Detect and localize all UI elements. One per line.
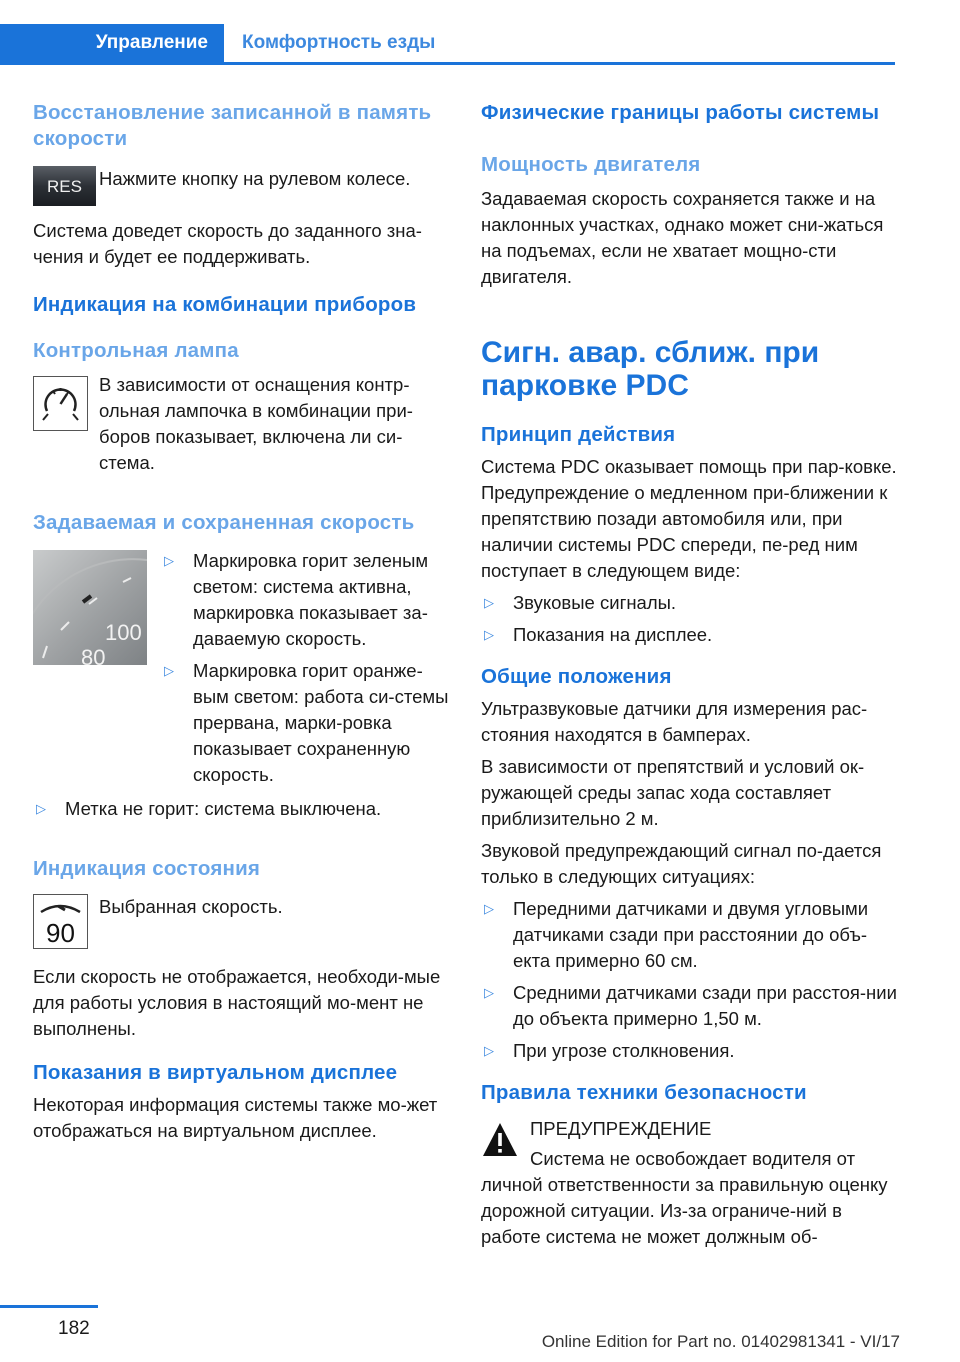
gauge-number-100: 100 [105,620,142,645]
gauge-number-80: 80 [81,645,106,665]
triangle-bullet-icon: ▷ [484,985,494,1000]
edition-note: Online Edition for Part no. 01402981341 - VI/17 [541,1332,900,1351]
p-range: В зависимости от препятствий и условий ок-ружающей среды запас хода составляет приблизительно 2 м. [481,756,865,829]
heading-physical-limits: Физические границы работы системы [481,101,880,124]
lamp-row [33,372,448,476]
triangle-bullet-icon: ▷ [36,801,46,816]
status-row [33,894,448,952]
marker-section [33,550,448,796]
list-item: ▷ Передними датчиками и двумя угловыми датчиками сзади при расстоянии до объ-екта примерно 60 см. [484,898,869,971]
list-item: ▷ Маркировка горит зеленым светом: система активна, маркировка показывает за-даваемую скорость. [164,550,429,649]
heading-safety: Правила техники безопасности [481,1081,807,1104]
status-speed-value: 90 [46,918,75,948]
cruise-control-lamp-icon [33,376,88,431]
heading-restore-speed: Восстановление записанной в память скорости [33,101,432,150]
p-lamp-description: В зависимости от оснащения контр-ольная лампочка в комбинации при-боров показывает, включена ли си-стема. [99,374,413,473]
list-item: ▷ Метка не горит: система выключена. [33,796,448,822]
triangle-bullet-icon: ▷ [164,553,174,568]
p-sensors: Ультразвуковые датчики для измерения рас-стояния находятся в бамперах. [481,698,868,745]
signal-bullets [481,590,901,648]
res-row [33,166,448,206]
heading-instrument-indication: Индикация на комбинации приборов [33,293,417,316]
heading-control-lamp: Контрольная лампа [33,339,239,362]
p-principle: Система PDC оказывает помощь при пар-ковке. Предупреждение о медленном при-ближении к препятствию позади автомобиля или, при наличии системы PDC спереди, пе-ред ним поступает в следующем виде: [481,456,897,581]
triangle-bullet-icon: ▷ [164,663,174,678]
list-item: ▷ Показания на дисплее. [481,622,901,648]
tab-driving-comfort[interactable]: Комфортность езды [242,32,436,53]
res-button-icon [33,166,96,206]
heading-pdc: Сигн. авар. сближ. при парковке PDC [481,336,820,402]
p-selected-speed: Выбранная скорость. [99,896,283,917]
page-number: 182 [58,1318,90,1339]
list-item: ▷ При угрозе столкновения. [481,1038,901,1064]
triangle-bullet-icon: ▷ [484,1043,494,1058]
warning-block [481,1116,901,1250]
marker-bullets [161,548,451,788]
p-warning-signal: Звуковой предупреждающий сигнал по-дается только в следующих ситуациях: [481,840,882,887]
triangle-bullet-icon: ▷ [484,901,494,916]
p-if-not-shown: Если скорость не отображается, необходи-мые для работы условия в настоящий мо-мент не выполнены. [33,966,441,1039]
list-item: ▷ Средними датчиками сзади при расстоя-нии до объекта примерно 1,50 м. [484,982,897,1029]
triangle-bullet-icon: ▷ [484,595,494,610]
heading-general: Общие положения [481,665,672,688]
p-warning-text: Система не освобождает водителя от личной ответственности за правильную оценку дорожной ситуации. Из-за ограниче-ний в работе система не может должным об- [481,1148,888,1247]
list-item: ▷ Звуковые сигналы. [481,590,901,616]
warning-label: ПРЕДУПРЕЖДЕНИЕ [530,1118,712,1139]
off-bullet [33,796,448,822]
situation-bullets [481,896,901,1064]
p-press-button: Нажмите кнопку на рулевом колесе. [99,168,411,189]
speedometer-marker-image [33,550,147,665]
p-system-keeps: Система доведет скорость до заданного зна-чения и будет ее поддерживать. [33,220,422,267]
p-engine-power: Задаваемая скорость сохраняется также и на наклонных участках, однако может сни-жаться на подъемах, если не хватает мощно-сти двигателя. [481,188,884,287]
warning-triangle-icon [481,1120,519,1160]
heading-principle: Принцип действия [481,423,676,446]
heading-status: Индикация состояния [33,857,261,880]
triangle-bullet-icon: ▷ [484,627,494,642]
footer-rule [0,1305,98,1308]
tab-controls[interactable]: Управление [0,24,224,62]
p-virtual-display: Некоторая информация системы также мо-жет отображаться на виртуальном дисплее. [33,1094,438,1141]
list-item: ▷ Маркировка горит оранже-вым светом: работа си-стемы прервана, марки-ровка показывает сохраненную скорость. [164,660,449,785]
heading-set-speed: Задаваемая и сохраненная скорость [33,511,415,534]
header-tabs [0,24,895,65]
right-column [481,100,901,1250]
left-column [33,100,448,1144]
heading-engine-power: Мощность двигателя [481,153,701,176]
speed-status-icon [33,894,88,949]
res-button-label: RES [47,177,82,196]
heading-virtual-display: Показания в виртуальном дисплее [33,1061,398,1084]
